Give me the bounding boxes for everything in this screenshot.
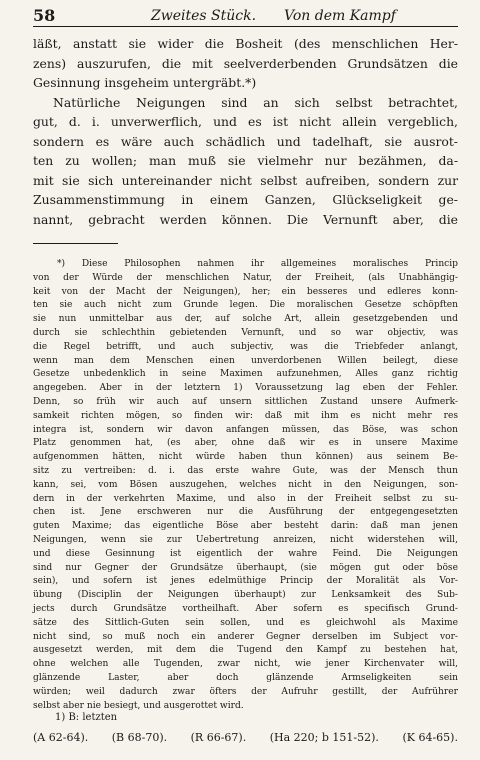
footnote-line: chen ist. Jene erschweren nur die Ausführung der entgegengesetzten <box>33 507 458 518</box>
footnote-line: angegeben. Aber in der letztern 1) Voraussetzung lag eben der Fehler. <box>33 383 458 394</box>
text-line: mit sie sich untereinander nicht selbst aufreiben, sondern zur <box>33 172 458 188</box>
footnote-line: integra ist, sondern wir davon anfangen müssen, das Böse, was schon <box>33 424 458 435</box>
concordance-entry: (B 68-70). <box>111 731 168 744</box>
footnote-line: dern in der verkehrten Maxime, und also in der Freiheit selbst zu su- <box>33 493 458 504</box>
running-head-chapter: Zweites Stück. <box>151 8 257 24</box>
footnote-line: übung (Disciplin der Neigungen überhaupt) zur Lenksamkeit des Sub- <box>33 590 458 601</box>
text-line: Gesinnung insgeheim untergräbt.*) <box>33 75 257 90</box>
footnote-line: sitz zu vertreiben: d. i. das erste wahre Gute, was der Mensch thun <box>33 465 458 476</box>
footnote-line: von der Würde der menschlichen Natur, der Freiheit, (als Unabhängig- <box>33 272 458 283</box>
text-line: sondern es wäre auch schädlich und tadelhaft, sie ausrot- <box>33 133 458 149</box>
footnote-line: sie nun unmittelbar aus der, auf solche Art, allein gesetzgebenden und <box>33 314 458 325</box>
text-line: zens) auszurufen, die mit seelverderbenden Grundsätzen die <box>33 55 458 71</box>
footnote-line: Neigungen, wenn sie zur Uebertretung anreizen, nicht widerstehen will, <box>33 534 458 545</box>
footnote-line: ohne welchen alle Tugenden, zwar nicht, wie jener Kirchenvater will, <box>33 659 458 670</box>
footnote-line: ausgesetzt werden, mit dem die Tugend den Kampf zu bestehen hat, <box>33 645 458 656</box>
text-line: ten zu wollen; man muß sie vielmehr nur bezähmen, da- <box>33 153 458 168</box>
footnote-line: die Regel betrifft, und auch subjectiv, was die Triebfeder anlangt, <box>33 341 458 352</box>
edition-concordance <box>33 730 458 746</box>
text-line: Natürliche Neigungen sind an sich selbst betrachtet, <box>53 94 458 110</box>
concordance-entry: (K 64-65). <box>402 731 458 744</box>
footnote-line: sein), und sofern ist jenes edelmüthige Princip der Moralität als Vor- <box>33 576 458 587</box>
footnote-line: sind nur Gegner der Grundsätze überhaupt, (sie mögen gut oder böse <box>33 562 458 573</box>
footnote-divider <box>33 243 118 244</box>
footnote-line: sätze des Sittlich-Guten sein sollen, und es gleichwohl als Maxime <box>33 617 458 628</box>
page-number: 58 <box>33 6 56 25</box>
text-line: läßt, anstatt sie wider die Bosheit (des menschlichen Her- <box>33 36 458 51</box>
running-head <box>151 6 396 26</box>
footnote-line: nicht sind, so muß noch ein anderer Gegner derselben im Subject vor- <box>33 631 458 642</box>
footnote-line: aufgenommen hätten, nicht würde haben thun können) aus seinem Be- <box>33 452 458 463</box>
footnote-line: ten sie auch nicht zum Grunde legen. Die moralischen Gesetze schöpften <box>33 300 458 311</box>
text-line: gut, d. i. unverwerflich, und es ist nicht allein vergeblich, <box>33 114 458 129</box>
page-header <box>33 6 458 27</box>
concordance-entry: (Ha 220; b 151-52). <box>269 731 379 744</box>
footnote <box>33 258 458 713</box>
footnote-line: glänzende Laster, aber doch glänzende Armseligkeiten sein <box>33 672 458 683</box>
text-line: Zusammenstimmung in einem Ganzen, Glückseligkeit ge- <box>33 192 458 207</box>
main-text <box>33 34 458 229</box>
footnote-line: keit von der Macht der Neigungen), her; ein besseres und edleres konn- <box>33 286 458 297</box>
footnote-line: selbst aber nie besiegt, und ausgerottet wird. <box>33 700 244 711</box>
editorial-note: 1) B: letzten <box>55 712 118 723</box>
footnote-line: guten Maxime; das eigentliche Böse aber besteht darin: daß man jenen <box>33 521 458 532</box>
footnote-line: würden; weil dadurch zwar öfters der Aufruhr gestillt, der Aufrührer <box>33 686 458 697</box>
footnote-line: und diese Gesinnung ist eigentlich der wahre Feind. Die Neigungen <box>33 548 458 559</box>
footnote-line: samkeit richten mögen, so finden wir: daß mit ihm es nicht mehr res <box>33 410 458 421</box>
running-head-title: Von dem Kampf <box>284 8 396 24</box>
footnote-line: wenn man dem Menschen einen unverdorbenen Willen beilegt, diese <box>33 355 458 366</box>
text-line: nannt, gebracht werden können. Die Vernunft aber, die <box>33 211 458 227</box>
footnote-line: Platz genommen hat, (es aber, ohne daß wir es in unsere Maxime <box>33 438 458 449</box>
footnote-line: durch sie schlechthin gebietenden Vernunft, und so war objectiv, was <box>33 327 458 338</box>
footnote-line: Gesetze unbedenklich in seine Maximen aufzunehmen, Alles ganz richtig <box>33 369 458 380</box>
concordance-entry: (A 62-64). <box>33 731 89 744</box>
footnote-line: jects durch Grundsätze vortheilhaft. Aber sofern es specifisch Grund- <box>33 603 458 614</box>
footnote-line: *) Diese Philosophen nahmen ihr allgemeines moralisches Princip <box>57 259 458 269</box>
concordance-entry: (R 66-67). <box>190 731 247 744</box>
footnote-line: kann, sei, vom Bösen auszugehen, welches nicht in den Neigungen, son- <box>33 479 458 490</box>
footnote-line: Denn, so früh wir auch auf unsern sittlichen Zustand unsere Aufmerk- <box>33 396 458 407</box>
